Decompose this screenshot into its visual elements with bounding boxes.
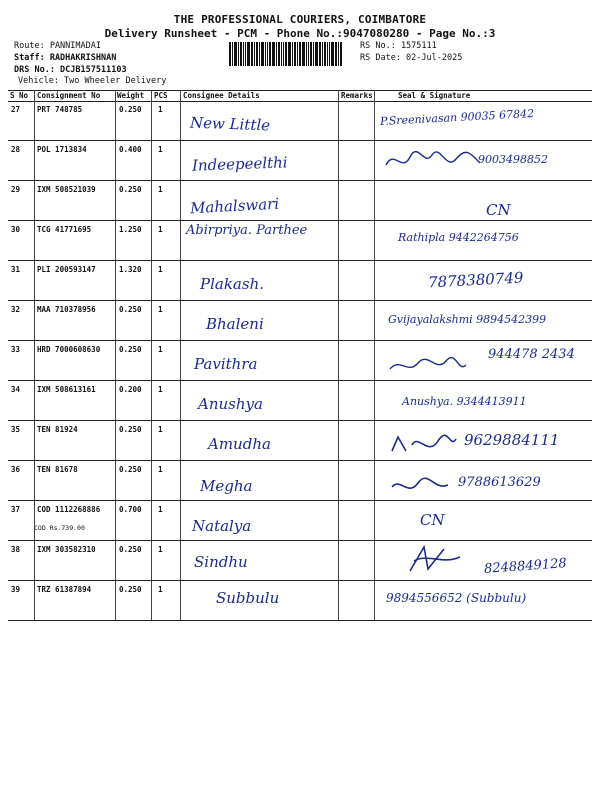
table-row: [8, 501, 592, 541]
sno: 30: [11, 225, 21, 234]
weight: 0.200: [119, 385, 142, 394]
consignee-name: Bhaleni: [206, 315, 264, 333]
pcs: 1: [158, 225, 163, 234]
sno: 36: [11, 465, 21, 474]
sno: 38: [11, 545, 21, 554]
vehicle-label: Vehicle: Two Wheeler Delivery: [18, 76, 167, 86]
consignee-name: Indeepeelthi: [191, 153, 288, 175]
col-seal: Seal & Signature: [398, 91, 471, 100]
signature: 8248849128: [483, 556, 568, 577]
weight: 0.250: [119, 305, 142, 314]
col-consignee: Consignee Details: [183, 91, 260, 100]
runsheet-title: THE PROFESSIONAL COURIERS, COIMBATORE: [173, 13, 427, 26]
signature-scribble: [388, 431, 458, 457]
signature: 9003498852: [478, 153, 548, 166]
consignment-no: TEN 81924: [37, 425, 78, 434]
weight: 0.250: [119, 345, 142, 354]
consignment-no: PRT 748785: [37, 105, 83, 114]
sno: 29: [11, 185, 21, 194]
consignment-no: PLI 200593147: [37, 265, 96, 274]
signature: Anushya. 9344413911: [402, 395, 527, 408]
table-row: [8, 381, 592, 421]
signature: Rathipla 9442264756: [398, 231, 519, 244]
route-label: Route: PANNIMADAI: [14, 41, 101, 51]
consignee-name: Anushya: [198, 395, 263, 413]
consignment-no: COD 1112268886: [37, 505, 101, 514]
table-row: [8, 141, 592, 181]
pcs: 1: [158, 385, 163, 394]
consignment-no: IXM 303582310: [37, 545, 96, 554]
sno: 27: [11, 105, 21, 114]
consignment-no: TCG 41771695: [37, 225, 92, 234]
table-row: [8, 421, 592, 461]
pcs: 1: [158, 265, 163, 274]
consignment-no: MAA 710378956: [37, 305, 96, 314]
weight: 1.250: [119, 225, 142, 234]
col-pcs: PCS: [154, 91, 168, 100]
signature-scribble: [390, 475, 450, 497]
table-row: [8, 301, 592, 341]
weight: 0.700: [119, 505, 142, 514]
signature: 9894556652 (Subbulu): [386, 591, 527, 605]
consignee-name: Sindhu: [194, 553, 248, 571]
consignment-no: IXM 508521039: [37, 185, 96, 194]
signature: CN: [486, 201, 511, 219]
weight: 0.250: [119, 185, 142, 194]
pcs: 1: [158, 185, 163, 194]
table-row: [8, 261, 592, 301]
drs-label: DRS No.: DCJB157511103: [14, 65, 127, 75]
col-weight: Weight: [117, 91, 145, 100]
signature: CN: [420, 511, 445, 529]
weight: 0.250: [119, 585, 142, 594]
weight: 0.250: [119, 105, 142, 114]
sno: 34: [11, 385, 21, 394]
consignee-name: Abirpriya. Parthee: [186, 223, 308, 238]
delivery-table: [8, 90, 592, 620]
consignee-name: Amudha: [208, 435, 271, 453]
weight: 0.250: [119, 545, 142, 554]
sno: 28: [11, 145, 21, 154]
col-remarks: Remarks: [341, 91, 373, 100]
signature-scribble: [404, 543, 464, 575]
col-sno: S No: [10, 91, 29, 100]
runsheet-subtitle: Delivery Runsheet - PCM - Phone No.:9047080280 - Page No.:3: [104, 27, 496, 40]
consignee-name: Subbulu: [216, 589, 280, 607]
table-row: [8, 181, 592, 221]
table-row: [8, 101, 592, 141]
sno: 35: [11, 425, 21, 434]
consignment-no: POL 1713834: [37, 145, 87, 154]
cod-amount: COD Rs.739.00: [34, 524, 85, 532]
sno: 32: [11, 305, 21, 314]
consignment-no: TRZ 61387894: [37, 585, 92, 594]
consignee-name: Pavithra: [194, 355, 258, 373]
weight: 0.400: [119, 145, 142, 154]
rs-number: RS No.: 1575111: [360, 41, 437, 51]
pcs: 1: [158, 465, 163, 474]
weight: 1.320: [119, 265, 142, 274]
signature-scribble: [384, 147, 484, 175]
signature: Gvijayalakshmi 9894542399: [388, 313, 547, 326]
table-row: [8, 221, 592, 261]
consignee-name: Natalya: [192, 517, 252, 535]
table-row: [8, 541, 592, 581]
pcs: 1: [158, 105, 163, 114]
pcs: 1: [158, 505, 163, 514]
table-row: [8, 341, 592, 381]
table-row: [8, 581, 592, 621]
sno: 39: [11, 585, 21, 594]
consignee-name: Plakash.: [200, 275, 264, 293]
consignment-no: HRD 7000608630: [37, 345, 101, 354]
signature: P.Sreenivasan 90035 67842: [379, 106, 535, 129]
consignment-no: TEN 81678: [37, 465, 78, 474]
pcs: 1: [158, 305, 163, 314]
sno: 37: [11, 505, 21, 514]
pcs: 1: [158, 585, 163, 594]
pcs: 1: [158, 545, 163, 554]
sno: 31: [11, 265, 21, 274]
pcs: 1: [158, 425, 163, 434]
consignment-no: IXM 508613161: [37, 385, 96, 394]
signature: 944478 2434: [488, 347, 575, 362]
consignee-name: New Little: [189, 113, 271, 135]
sno: 33: [11, 345, 21, 354]
table-row: [8, 461, 592, 501]
pcs: 1: [158, 345, 163, 354]
signature: 7878380749: [427, 268, 524, 292]
signature: 9788613629: [458, 475, 541, 490]
weight: 0.250: [119, 465, 142, 474]
rs-date: RS Date: 02-Jul-2025: [360, 53, 463, 63]
pcs: 1: [158, 145, 163, 154]
staff-label: Staff: RADHAKRISHNAN: [14, 53, 117, 63]
signature: 9629884111: [464, 431, 560, 449]
signature-scribble: [388, 355, 468, 377]
barcode: [229, 42, 354, 66]
consignee-name: Mahalswari: [189, 194, 280, 218]
col-consignment: Consignment No: [37, 91, 101, 100]
weight: 0.250: [119, 425, 142, 434]
consignee-name: Megha: [200, 477, 253, 495]
